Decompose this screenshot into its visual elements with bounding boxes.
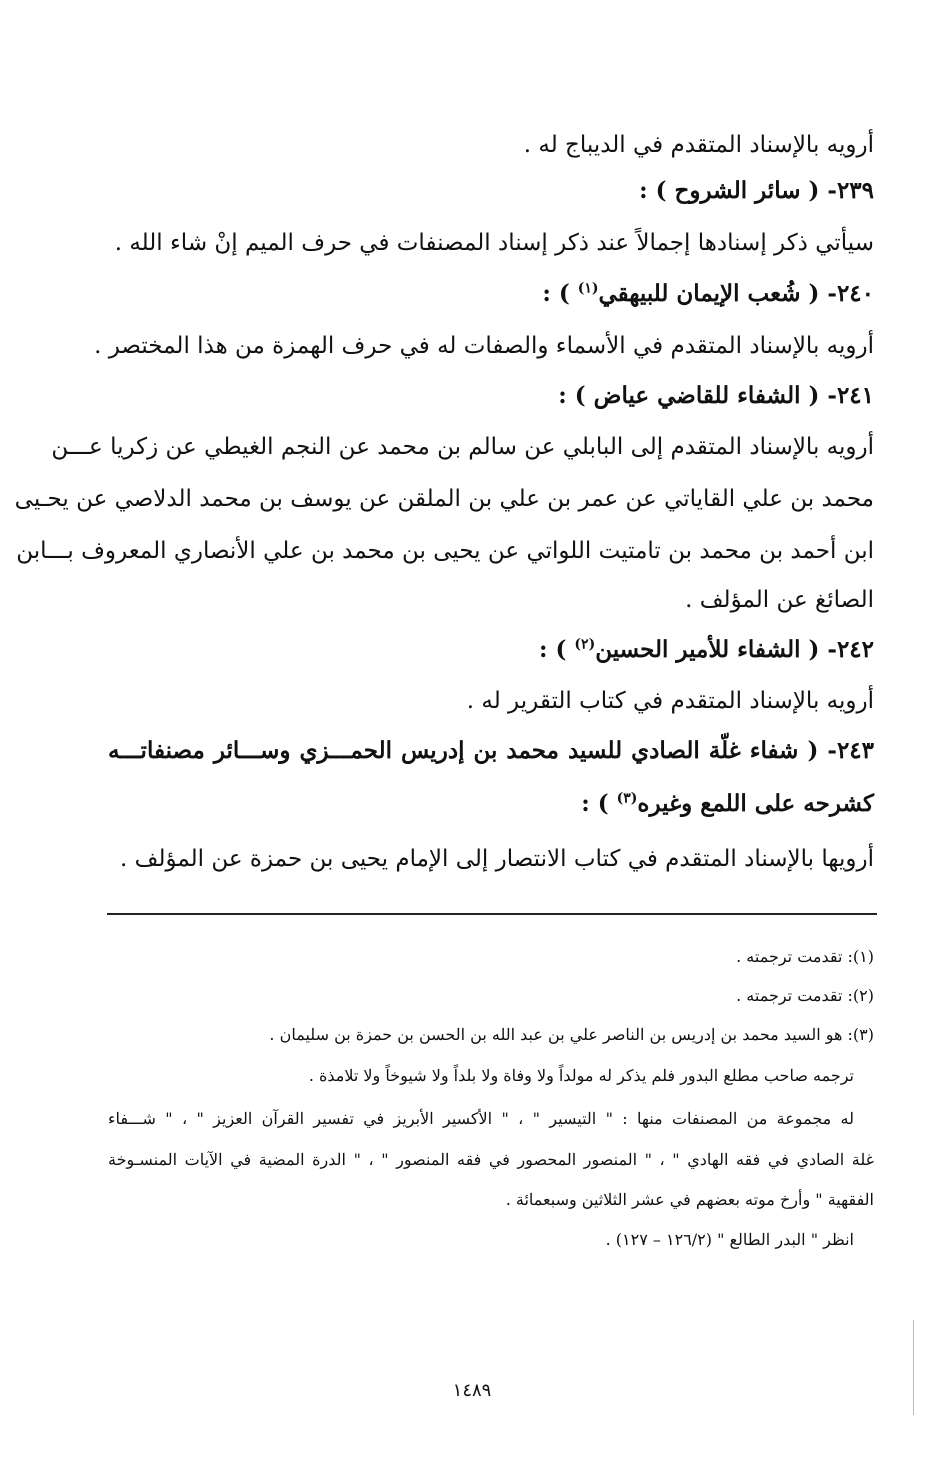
entry-title: شُعب الإيمان للبيهقي <box>598 280 801 307</box>
footnote-ref-1: (١) <box>577 280 599 297</box>
body-line-1: أرويه بالإسناد المتقدم في الديباج له . <box>523 132 874 158</box>
entry-number: ٢٤٢- ( <box>800 636 874 663</box>
footnote-1: (١): تقدمت ترجمته . <box>736 947 874 966</box>
body-line-7: أرويه بالإسناد المتقدم إلى البابلي عن سالم بن محمد عن النجم الغيطي عن زكريا عـــن <box>51 434 874 460</box>
body-line-8: محمد بن علي القاياتي عن عمر بن علي بن الملقن عن يوسف بن محمد الدلاصي عن يحـيى <box>14 486 874 512</box>
footnote-2: (٢): تقدمت ترجمته . <box>736 986 874 1005</box>
entry-241-heading <box>100 381 874 411</box>
entry-colon: ) : <box>639 177 675 204</box>
footnote-3-line-2: ترجمه صاحب مطلع البدور فلم يذكر له مولداً ولا وفاة ولا بلداً ولا شيوخاً ولا تلامذة . <box>308 1066 854 1085</box>
entry-colon: ) : <box>542 280 578 307</box>
body-line-15: أرويها بالإسناد المتقدم في كتاب الانتصار إلى الإمام يحيى بن حمزة عن المؤلف . <box>120 846 874 872</box>
entry-243-heading-line-2 <box>100 789 874 819</box>
body-line-3: سيأتي ذكر إسنادها إجمالاً عند ذكر إسناد المصنفات في حرف الميم إنْ شاء الله . <box>114 230 874 256</box>
entry-239-heading <box>100 176 874 206</box>
entry-title: الشفاء للقاضي عياض <box>593 382 801 409</box>
body-line-12: أرويه بالإسناد المتقدم في كتاب التقرير له . <box>466 688 874 714</box>
entry-title: الشفاء للأمير الحسين <box>595 636 801 663</box>
entry-240-heading <box>100 279 874 309</box>
entry-242-heading <box>100 635 874 665</box>
footnote-3-line-6: انظر " البدر الطالع " (١٢٦/٢ – ١٢٧) . <box>605 1230 854 1249</box>
footnote-3: (٣): هو السيد محمد بن إدريس بن الناصر علي بن عبد الله بن الحسن بن حمزة بن سليمان . <box>269 1025 874 1044</box>
scan-edge-line <box>913 1320 914 1415</box>
entry-243-heading <box>108 736 874 766</box>
footnote-ref-2: (٢) <box>574 636 596 653</box>
entry-colon: ) : <box>539 636 575 663</box>
footnote-3-line-5: الفقهية " وأرخ موته بعضهم في عشر الثلاثين وسبعمائة . <box>505 1190 874 1209</box>
page-number: ١٤٨٩ <box>452 1380 492 1401</box>
footnote-separator <box>107 913 877 915</box>
entry-number: ٢٤٠- ( <box>800 280 874 307</box>
entry-colon: ) : <box>581 790 617 817</box>
entry-number: ٢٤١- ( <box>800 382 874 409</box>
footnote-3-line-3: له مجموعة من المصنفات منها : " التيسير " ، " الأكسير الأبريز في تفسير القرآن العزيز " ، " شـــفاء <box>108 1109 854 1128</box>
footnote-ref-3: (٣) <box>616 790 638 807</box>
body-line-9: ابن أحمد بن محمد بن تامتيت اللواتي عن يحيى بن محمد بن علي الأنصاري المعروف بـــابن <box>16 538 874 564</box>
footnote-3-line-4: غلة الصادي في فقه الهادي " ، " المنصور المحصور في فقه المنصور " ، " الدرة المضية في الآيات المنسـوخة <box>108 1150 874 1169</box>
entry-title: شفاء غلّة الصادي للسيد محمد بن إدريس الحمـــزي وســـائر مصنفاتـــه <box>108 737 799 764</box>
entry-title: سائر الشروح <box>674 177 801 204</box>
entry-number: ٢٣٩- ( <box>800 177 874 204</box>
entry-number: ٢٤٣- ( <box>798 737 874 764</box>
entry-title-continued: كشرحه على اللمع وغيره <box>637 790 874 817</box>
body-line-10: الصائغ عن المؤلف . <box>685 587 874 613</box>
entry-colon: ) : <box>558 382 594 409</box>
body-line-5: أرويه بالإسناد المتقدم في الأسماء والصفات له في حرف الهمزة من هذا المختصر . <box>94 333 874 359</box>
